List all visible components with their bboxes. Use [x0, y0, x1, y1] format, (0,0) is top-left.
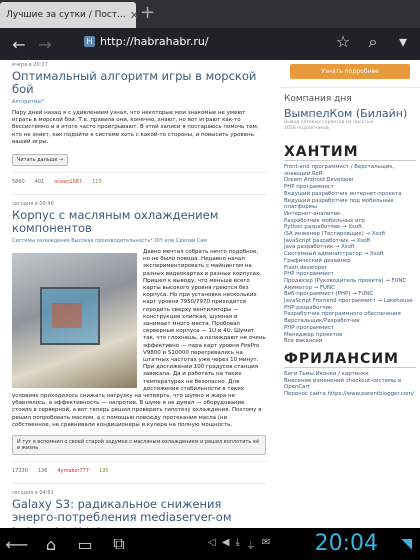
- sidebar-link[interactable]: Графический дизайнер: [284, 257, 351, 264]
- back-icon[interactable]: ⟵: [5, 534, 29, 554]
- sidebar-link[interactable]: Python разработчик → Xsoft: [284, 224, 363, 231]
- post-date: сегодня в 04:51: [12, 490, 54, 497]
- sidebar: [280, 60, 420, 398]
- hantim-vacancies: [280, 164, 420, 345]
- favorites-count: 401: [34, 179, 45, 186]
- post-body: Пару дней назад я с удивлением узнал, что некоторые мои знакомые не умеют играть в морской бой. Т.е. правила они, конечно, знают, но вот играют как-то бессистемно и в итоге часто проигрывают. В этой записи я постараюсь помочь тем, кто не знает, как подойти к системе хоть с какой-то стороны, и повысить уровень вашей игры.: [12, 110, 259, 145]
- post-date: сегодня в 00:46: [12, 201, 54, 208]
- sidebar-link[interactable]: Front-end программист / Верстальщик, знающий RoR: [284, 164, 395, 177]
- company-name[interactable]: ВымпелКом (Билайн): [284, 107, 408, 120]
- web-page[interactable]: [0, 60, 420, 528]
- post: [12, 62, 266, 186]
- author-link[interactable]: ocean1087: [54, 179, 83, 186]
- close-tab-icon[interactable]: ✕: [129, 8, 139, 22]
- freelance-tasks: [280, 371, 420, 398]
- volume-up-icon[interactable]: ◀: [221, 537, 230, 548]
- post-title[interactable]: Оптимальный алгоритм игры в морской бой: [12, 69, 257, 96]
- comments-count[interactable]: 115: [92, 179, 102, 186]
- sidebar-link[interactable]: Менеджер проектов: [284, 331, 343, 338]
- sidebar-link[interactable]: PHP программист: [284, 184, 334, 191]
- post-stats: [12, 172, 266, 186]
- sidebar-link[interactable]: Продюсер (Руководитель проекта) → FUNC: [284, 277, 407, 284]
- sidebar-link[interactable]: Внесение изменений checkout-системы в OpenCart: [284, 377, 402, 391]
- address-bar[interactable]: [84, 35, 209, 48]
- sidebar-link[interactable]: Интернет-аналитик: [284, 210, 341, 217]
- forward-icon[interactable]: →: [38, 34, 52, 54]
- tab-title: Лучшие за сутки / Пост...: [6, 10, 126, 20]
- post-date: вчера в 20:27: [12, 62, 48, 68]
- sidebar-link[interactable]: Flash developer: [284, 264, 327, 271]
- company-desc: Вывод сетевых сервисов на простые: [284, 120, 374, 125]
- recent-apps-icon[interactable]: ▭: [77, 534, 93, 554]
- sidebar-link[interactable]: Разработчик мобильных игр: [284, 217, 365, 224]
- comments-count[interactable]: 195: [98, 468, 109, 475]
- back-icon[interactable]: ←: [12, 34, 26, 54]
- company-followers: 2058 подписчиков: [284, 126, 329, 131]
- bookmark-star-icon[interactable]: ☆: [335, 32, 351, 51]
- views-count: 17330: [12, 468, 28, 475]
- sidebar-link[interactable]: JavaScript разработчик → Xsoft: [284, 237, 371, 244]
- favorites-count: 136: [37, 468, 48, 475]
- post: [12, 201, 266, 475]
- post-title[interactable]: Galaxy S3: радикальное снижения энерго-потребления mediaserver-ом: [12, 497, 232, 525]
- download-icon: ⤓: [235, 537, 240, 548]
- views-count: 5860: [12, 179, 25, 186]
- sidebar-link[interactable]: Разработчик программного обеспечения: [284, 311, 401, 318]
- volume-down-icon[interactable]: ◁: [208, 537, 216, 548]
- home-icon[interactable]: ⌂: [45, 534, 57, 554]
- site-favicon-icon: H: [84, 36, 95, 47]
- learn-more-button[interactable]: Узнать подробнее: [290, 64, 410, 79]
- sidebar-link[interactable]: Системный администратор → Xsoft: [284, 251, 384, 258]
- sidebar-link[interactable]: PHP программист: [284, 271, 334, 278]
- post-title[interactable]: Корпус с масляным охлаждением компонентов: [12, 208, 219, 236]
- sidebar-link[interactable]: PHP разработчик: [284, 304, 333, 311]
- sidebar-link[interactable]: iSA инженер (Тестировщик) → Xsoft: [284, 231, 386, 238]
- post-hubs[interactable]: Алгоритмы*: [12, 99, 44, 105]
- screenshot-icon[interactable]: ⧉: [113, 534, 125, 553]
- author-link[interactable]: 4ymaker777: [57, 468, 89, 475]
- read-more-button[interactable]: И тут я вспомнил о своей старой задумке с масляным охлаждением и решил воплотить её в жизнь: [12, 435, 266, 455]
- company-of-day: [280, 87, 420, 138]
- sidebar-link[interactable]: Dream Android Developer: [284, 177, 355, 184]
- usb-icon: ⏚: [245, 541, 256, 552]
- posts-column: [12, 60, 266, 538]
- post-photo: [12, 253, 137, 388]
- post-hubs[interactable]: Системы охлаждения Высокая производительность* DIY или Сделай Сам: [12, 238, 208, 245]
- post-stats: [12, 461, 266, 475]
- sidebar-link[interactable]: Ведущий разработчик интернет-проекта: [284, 190, 402, 197]
- company-header: Компания дня: [284, 94, 352, 104]
- freelansim-logo[interactable]: ФРИЛАНСИМ: [284, 351, 416, 368]
- sidebar-link[interactable]: Верстальщик/Разработчик: [284, 318, 360, 325]
- system-nav-bar: [0, 528, 420, 560]
- sidebar-link[interactable]: Ведущий разработчик под мобильные платформы: [284, 197, 394, 211]
- wifi-icon: ◥: [401, 536, 412, 552]
- post: [12, 490, 266, 533]
- browser-nav-bar: [0, 28, 420, 60]
- sidebar-link[interactable]: JavaScript Frontend программист → Lakehouse: [284, 298, 413, 305]
- sidebar-link[interactable]: Java разработчик → Xsoft: [284, 244, 355, 251]
- read-more-button[interactable]: Читать дальше →: [12, 154, 68, 166]
- new-tab-icon[interactable]: +: [140, 2, 156, 23]
- sidebar-link[interactable]: Беги Тьмы Иконки / картинки: [284, 370, 369, 377]
- hantim-logo[interactable]: ХАНТИМ: [284, 144, 416, 161]
- notification-icon: ✉: [261, 537, 271, 548]
- browser-tab[interactable]: [0, 2, 139, 28]
- sidebar-link[interactable]: PHP программист: [284, 324, 334, 331]
- sidebar-link[interactable]: Аниматор → FUNC: [284, 284, 335, 291]
- post-body: Давно мечтал собрать нечто подобное, но не было повода. Недавно начал экспериментировать с майнингом на разных видеокартах в разных корпусах. Пришел к выводу, что меньше всего карты высокого уровня греются без корпуса. Но при установке нескольких карт уровня 7950/7970 приходится городить сверху вентиляторы — конструкция хлипкая, шумная и занимает много места. Пробовал серверные корпуса — 1U и 4U. Шумит так, что глохнешь, а охлаждают не очень эффективно — пара карт уровня FirePro V9800 и S10000 перегревались на штатных частотах уже через 10 минут. При достижении 100 градусов станция зависала. Да и работать на таких температурах не безопасно. Для достижения стабильности в таких условиях приходилось снижать нагрузку на четверть, что шумно и жара не убавлялось, а эффективность — напротив. В шуме я не думал — оборудование стояло в серверной, а вот теперь решил проверить гипотезу охлаждения. Поэтому я решил попробовать маслом, а с помощью повсюду протекания масла (ни собственное, не сравнивали кондиционеры и кулера на полную мощность.: [12, 249, 266, 428]
- sidebar-link[interactable]: Веб-программист (PHP) → FUNC: [284, 291, 374, 298]
- bookmarks-icon[interactable]: ▾: [398, 32, 408, 51]
- search-icon[interactable]: ⌕: [368, 32, 378, 51]
- clock[interactable]: 20:04: [314, 531, 378, 556]
- url-text: http://habrahabr.ru/: [100, 35, 209, 48]
- sidebar-link[interactable]: Перенос сайта https://www.parentblogger.com/: [284, 391, 415, 398]
- sidebar-link[interactable]: Все вакансии: [284, 338, 323, 345]
- browser-tab-bar: [0, 0, 420, 28]
